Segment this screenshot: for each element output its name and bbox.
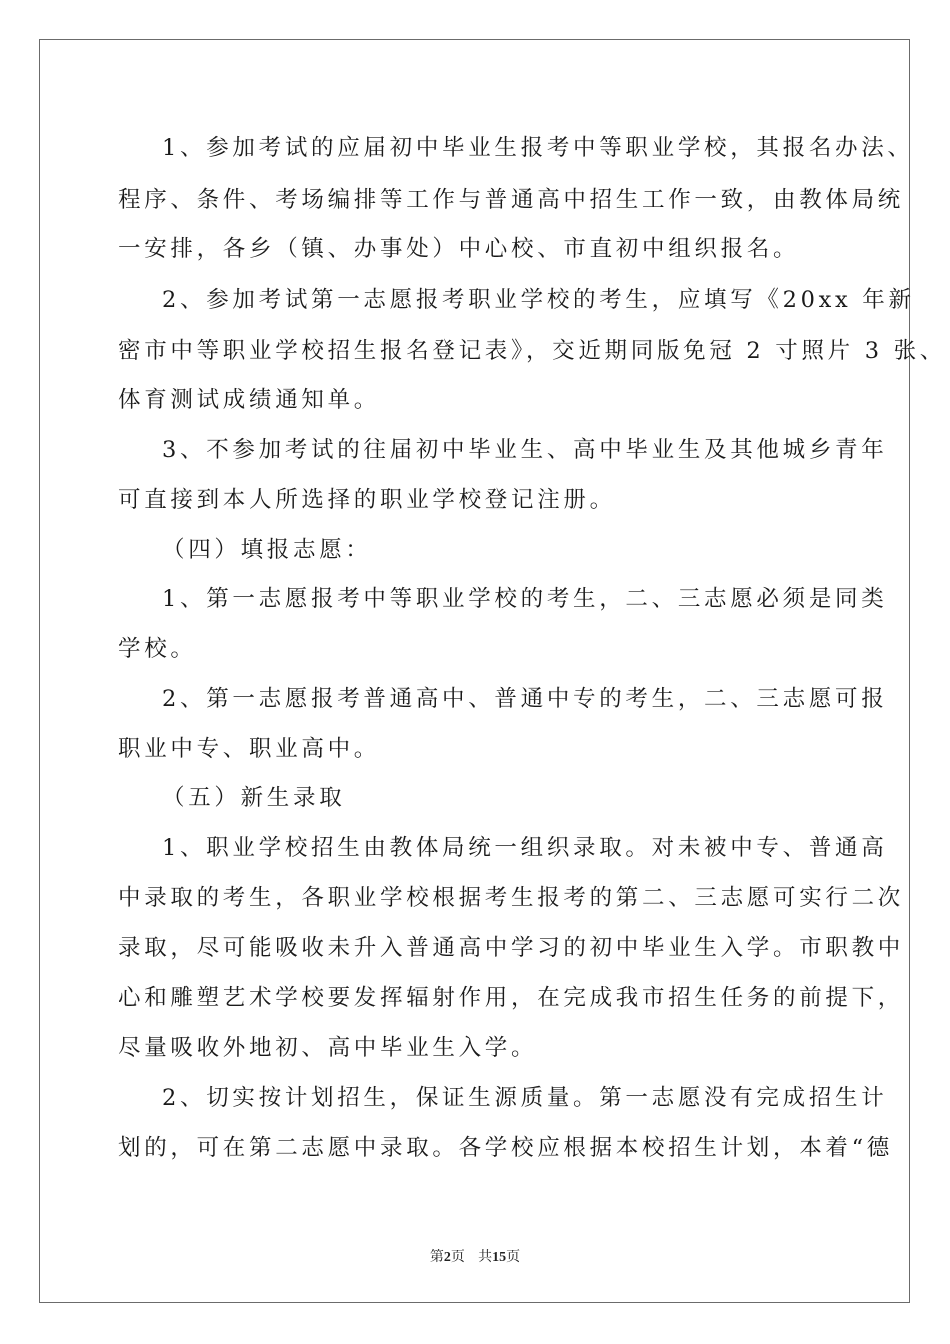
paragraph-line: 1、第一志愿报考中等职业学校的考生，二、三志愿必须是同类 bbox=[162, 586, 888, 612]
paragraph-line: 尽量吸收外地初、高中毕业生入学。 bbox=[118, 1035, 538, 1061]
paragraph-line: 一安排，各乡（镇、办事处）中心校、市直初中组织报名。 bbox=[118, 236, 800, 262]
paragraph-line: 3、不参加考试的往届初中毕业生、高中毕业生及其他城乡青年 bbox=[162, 437, 888, 463]
footer-page-current: 2 bbox=[443, 1250, 451, 1265]
footer-page-suffix: 页 bbox=[506, 1249, 521, 1265]
paragraph-line: 职业中专、职业高中。 bbox=[118, 736, 381, 762]
paragraph-line: 体育测试成绩通知单。 bbox=[118, 387, 381, 413]
section-heading: （五）新生录取 bbox=[162, 785, 346, 811]
paragraph-line: 可直接到本人所选择的职业学校登记注册。 bbox=[118, 487, 616, 513]
paragraph-line: 心和雕塑艺术学校要发挥辐射作用，在完成我市招生任务的前提下， bbox=[118, 985, 905, 1011]
paragraph-line: 录取，尽可能吸收未升入普通高中学习的初中毕业生入学。市职教中 bbox=[118, 935, 905, 961]
footer-page-total: 15 bbox=[492, 1250, 507, 1265]
paragraph-line: 密市中等职业学校招生报名登记表》，交近期同版免冠 2 寸照片 3 张、 bbox=[118, 338, 946, 364]
paragraph-line: 划的，可在第二志愿中录取。各学校应根据本校招生计划，本着“德 bbox=[118, 1135, 894, 1161]
paragraph-line: 程序、条件、考场编排等工作与普通高中招生工作一致，由教体局统 bbox=[118, 187, 905, 213]
paragraph-line: 2、切实按计划招生，保证生源质量。第一志愿没有完成招生计 bbox=[162, 1085, 888, 1111]
page-number-footer bbox=[0, 1246, 950, 1266]
paragraph-line: 1、参加考试的应届初中毕业生报考中等职业学校，其报名办法、 bbox=[162, 135, 914, 161]
footer-page-prefix: 第 bbox=[429, 1249, 444, 1265]
paragraph-line: 中录取的考生，各职业学校根据考生报考的第二、三志愿可实行二次 bbox=[118, 885, 905, 911]
footer-page-mid: 页 共 bbox=[450, 1249, 493, 1265]
paragraph-line: 学校。 bbox=[118, 636, 197, 662]
paragraph-line: 1、职业学校招生由教体局统一组织录取。对未被中专、普通高 bbox=[162, 835, 888, 861]
paragraph-line: 2、参加考试第一志愿报考职业学校的考生，应填写《20xx 年新 bbox=[162, 287, 915, 313]
section-heading: （四）填报志愿： bbox=[162, 537, 372, 563]
paragraph-line: 2、第一志愿报考普通高中、普通中专的考生，二、三志愿可报 bbox=[162, 686, 888, 712]
